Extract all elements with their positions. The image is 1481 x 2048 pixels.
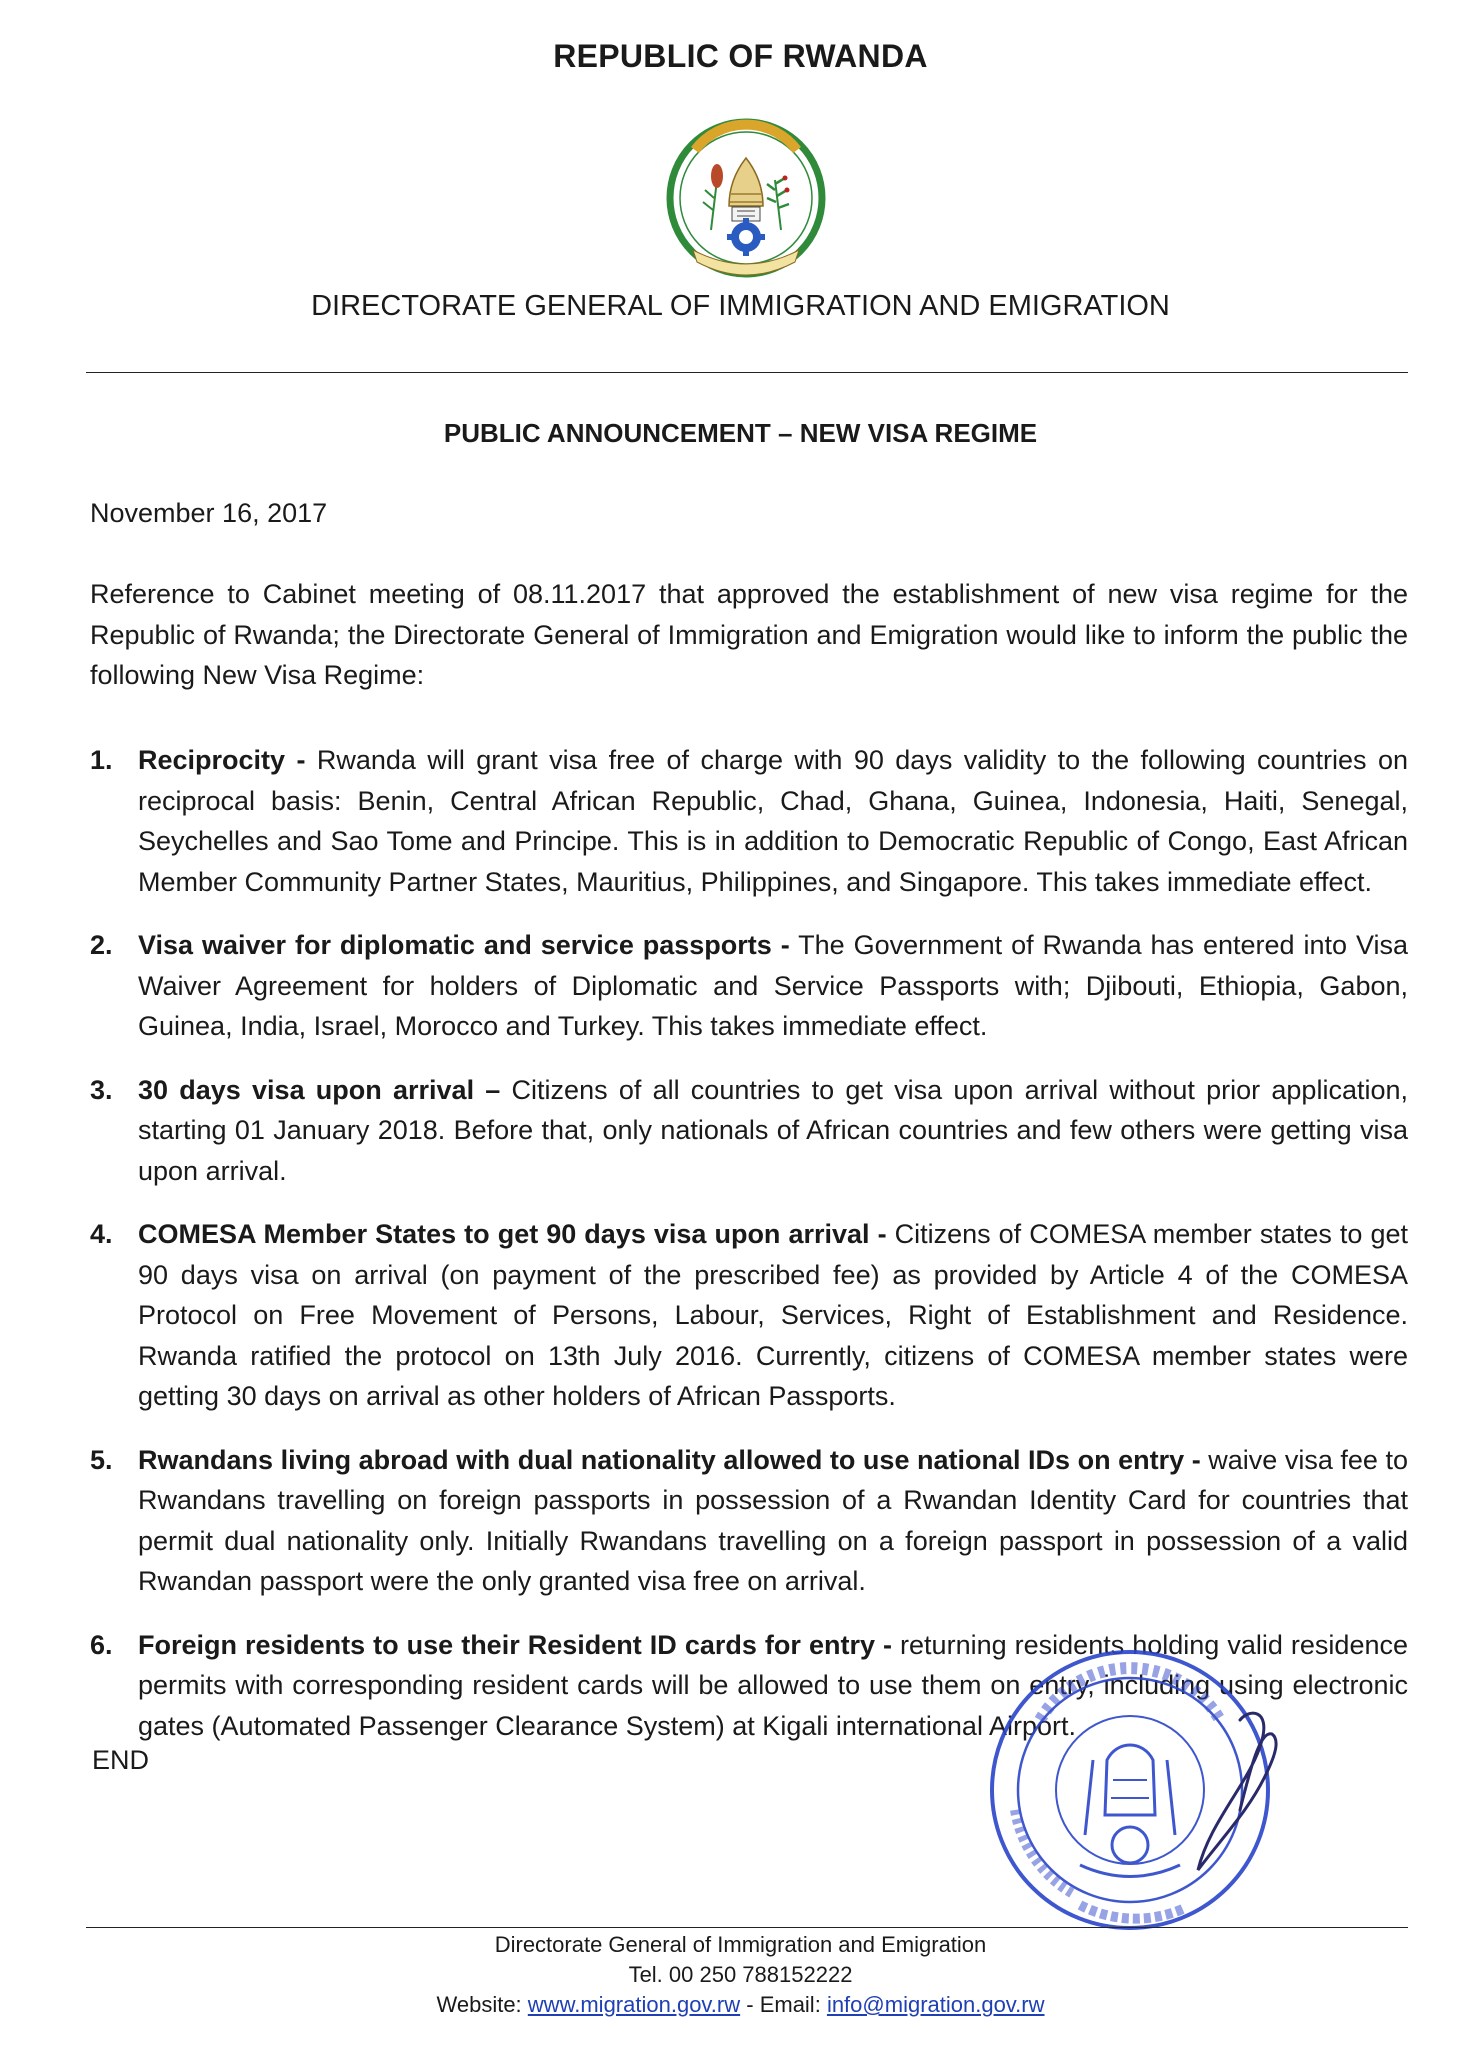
item-text: Citizens of all countries to get visa upon arrival without prior application, starting 01 January 2018. Before that, only nationals of African countries and few others were getting visa upon arrival. xyxy=(138,1074,1408,1186)
item-number: 5. xyxy=(90,1444,113,1475)
list-item xyxy=(90,1070,1408,1192)
header-divider xyxy=(86,372,1408,373)
item-number: 4. xyxy=(90,1219,113,1249)
email-link[interactable]: info@migration.gov.rw xyxy=(826,1992,1045,2017)
list-item xyxy=(90,925,1408,1047)
footer-divider xyxy=(86,1927,1408,1928)
item-heading: Reciprocity - xyxy=(138,745,306,775)
item-text: Rwanda will grant visa free of charge with 90 days validity to the following countries on reciprocal basis: Benin, Central African Republic, Chad, Ghana, Guinea, Indonesia, Haiti, Senegal, Seychelles and Sao Tome and Principe. This is in addition to Democratic Republic of Congo, East African Member Community Partner States, Mauritius, Philippines, and Singapore. This takes immediate effect. xyxy=(138,745,1408,897)
footer-org: Directorate General of Immigration and Emigration xyxy=(494,1932,987,1957)
item-heading: Rwandans living abroad with dual nationality allowed to use national IDs on entry - xyxy=(138,1444,1201,1475)
signature-icon xyxy=(1180,1700,1320,1890)
announcement-date: November 16, 2017 xyxy=(90,498,328,528)
country-heading: REPUBLIC OF RWANDA xyxy=(553,38,928,74)
intro-paragraph: Reference to Cabinet meeting of 08.11.2017 that approved the establishment of new visa regime for the Republic of Rwanda; the Directorate General of Immigration and Emigration would like to inform the public the following New Visa Regime: xyxy=(90,579,1408,690)
item-text: The Government of Rwanda has entered into Visa Waiver Agreement for holders of Diplomatic and Service Passports with; Djibouti, Ethiopia, Gabon, Guinea, India, Israel, Morocco and Turkey. This takes immediate effect. xyxy=(138,930,1408,1041)
announcement-title: PUBLIC ANNOUNCEMENT – NEW VISA REGIME xyxy=(443,418,1038,448)
rwanda-coat-of-arms-icon xyxy=(665,110,827,285)
footer-telephone: Tel. 00 250 788152222 xyxy=(628,1962,853,1987)
item-heading: Foreign residents to use their Resident ID cards for entry - xyxy=(138,1629,893,1660)
directorate-heading: DIRECTORATE GENERAL OF IMMIGRATION AND EMIGRATION xyxy=(311,290,1170,322)
item-text: returning residents holding valid residence permits with corresponding resident cards will be allowed to use them on entry, including using electronic gates (Automated Passenger Clearance System) at Kigali international Airport. xyxy=(138,1629,1408,1741)
item-number: 2. xyxy=(90,930,113,960)
email-label: - Email: xyxy=(746,1992,821,2017)
footer-contacts xyxy=(0,1992,1481,2018)
website-label: Website: xyxy=(436,1992,522,2017)
item-number: 3. xyxy=(90,1074,113,1105)
visa-regime-list xyxy=(90,740,1408,1746)
list-item xyxy=(90,740,1408,902)
item-heading: Visa waiver for diplomatic and service passports - xyxy=(138,930,790,960)
end-marker: END xyxy=(92,1745,150,1775)
item-text: waive visa fee to Rwandans travelling on foreign passports in possession of a Rwandan Identity Card for countries that permit dual nationality only. Initially Rwandans travelling on a foreign passport in possession of a valid Rwandan passport were the only granted visa free on arrival. xyxy=(138,1444,1409,1596)
item-heading: 30 days visa upon arrival – xyxy=(138,1074,501,1105)
list-item xyxy=(90,1440,1408,1602)
item-number: 6. xyxy=(90,1629,113,1660)
website-link[interactable]: www.migration.gov.rw xyxy=(527,1992,741,2017)
item-heading: COMESA Member States to get 90 days visa upon arrival - xyxy=(138,1219,887,1249)
list-item xyxy=(90,1214,1408,1417)
item-text: Citizens of COMESA member states to get 90 days visa on arrival (on payment of the prescribed fee) as provided by Article 4 of the COMESA Protocol on Free Movement of Persons, Labour, Services, Right of Establishment and Residence. Rwanda ratified the protocol on 13th July 2016. Currently, citizens of COMESA member states were getting 30 days on arrival as other holders of African Passports. xyxy=(138,1219,1408,1411)
item-number: 1. xyxy=(90,745,113,775)
